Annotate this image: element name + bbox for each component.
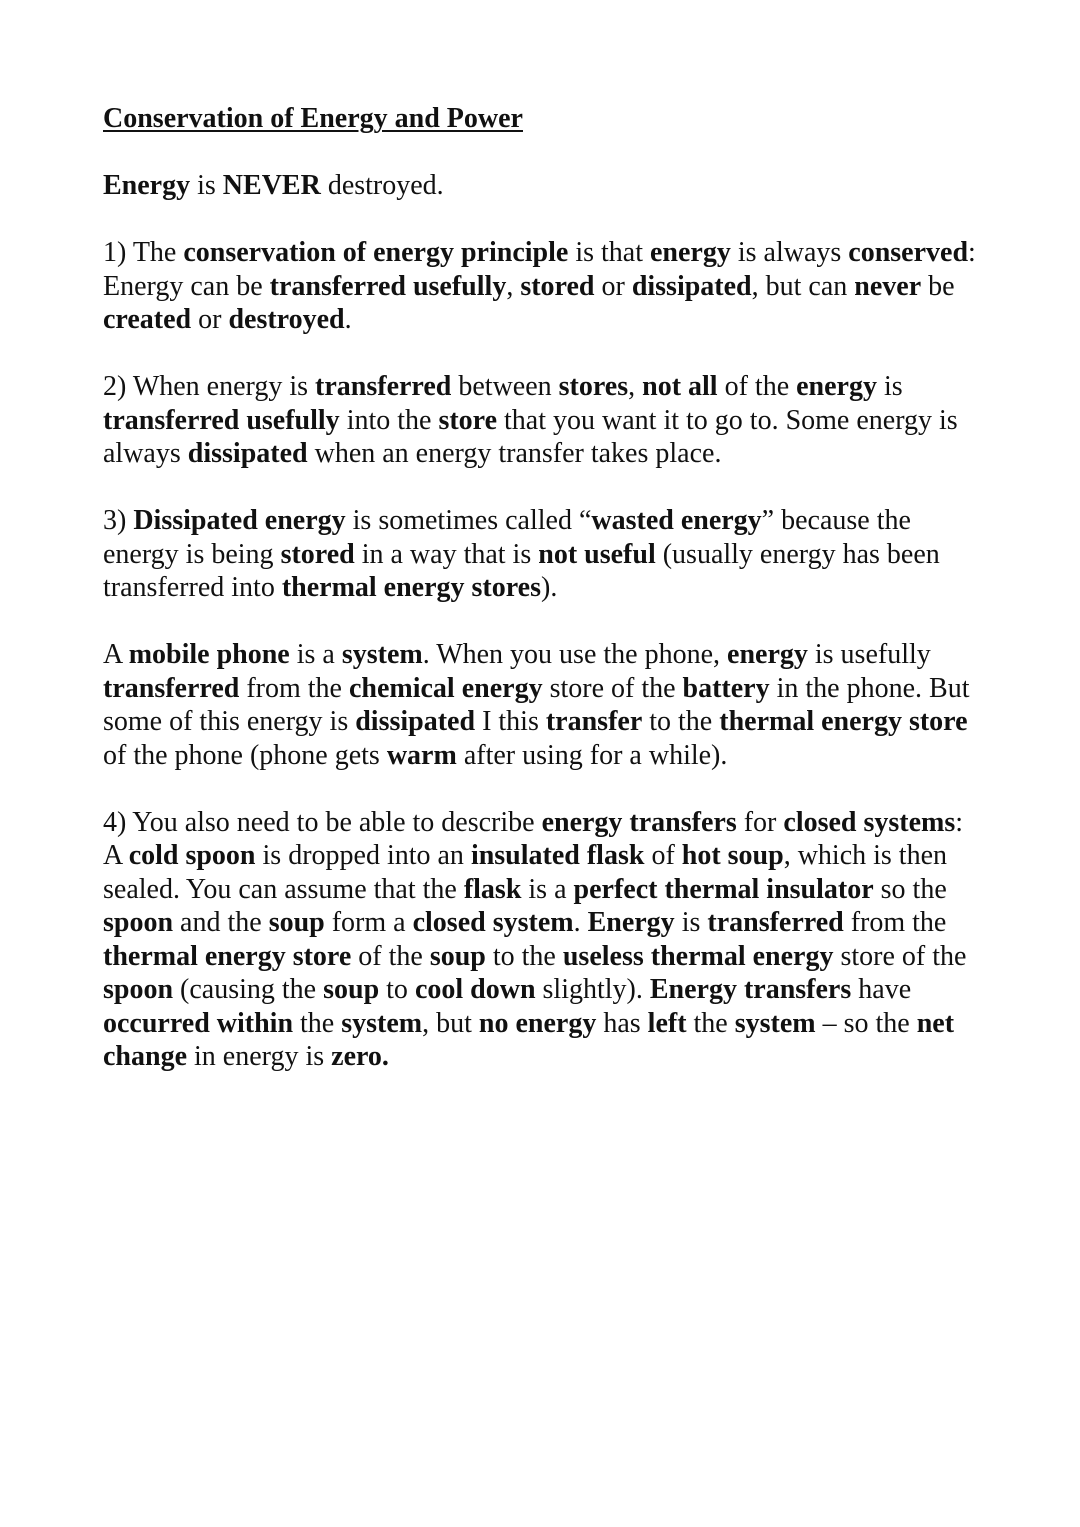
text: for <box>736 806 784 838</box>
bold-text: dissipated <box>631 270 752 302</box>
text: the <box>686 1007 735 1039</box>
text: be <box>921 270 955 302</box>
text: – so the <box>815 1007 917 1039</box>
text: is that <box>568 237 650 268</box>
text: of the <box>717 371 797 402</box>
text: store of the <box>542 672 683 704</box>
bold-text: conserved <box>848 237 969 268</box>
bold-text: mobile phone <box>128 639 290 670</box>
text: is a <box>521 873 574 905</box>
bold-text: flask <box>463 873 522 905</box>
bold-text: store <box>438 404 498 436</box>
bold-text: transferred <box>707 907 844 938</box>
document-body <box>103 169 983 1074</box>
text: . <box>573 907 588 938</box>
text: , but can <box>751 270 855 302</box>
text: : <box>955 806 964 838</box>
text: : <box>968 237 976 268</box>
bold-text: never <box>854 270 922 302</box>
text: ” because the energy is being <box>103 505 911 570</box>
text: to the <box>485 940 563 972</box>
text: to <box>379 974 415 1005</box>
bold-text: no energy <box>478 1007 597 1039</box>
spacer <box>103 605 983 639</box>
bold-text: thermal energy store <box>719 706 968 737</box>
text: of <box>644 840 682 871</box>
bold-text: thermal energy stores <box>281 572 542 603</box>
bold-text: stored <box>280 538 355 570</box>
bold-text: Energy transfers <box>649 974 852 1005</box>
bold-text: transferred usefully <box>103 404 340 436</box>
spacer <box>103 136 983 170</box>
bold-text: transfer <box>545 706 643 737</box>
paragraph-point-2 <box>103 370 983 471</box>
bold-text: wasted energy <box>591 505 762 536</box>
text: destroyed. <box>320 170 444 201</box>
text: is always <box>730 237 849 268</box>
text: of the <box>351 940 430 972</box>
bold-text: cold spoon <box>128 840 256 871</box>
text: in a way that is <box>354 538 539 570</box>
paragraph-line <box>103 504 983 605</box>
text: or <box>594 270 632 302</box>
bold-text: dissipated <box>355 706 476 737</box>
text: 1) The <box>103 237 184 268</box>
text: from the <box>843 907 947 938</box>
bold-text: occurred within <box>103 1007 294 1039</box>
spacer <box>103 471 983 505</box>
text: , <box>628 371 643 402</box>
bold-text: spoon <box>103 974 174 1005</box>
text: (causing the <box>173 974 324 1005</box>
text: A <box>103 639 129 670</box>
bold-text: transferred <box>103 672 240 704</box>
bold-text: insulated flask <box>470 840 645 871</box>
text: , <box>506 270 521 302</box>
bold-text: net change <box>103 1007 955 1072</box>
paragraph-line <box>103 270 983 337</box>
bold-text: system <box>341 1007 423 1039</box>
bold-text: energy transfers <box>541 806 737 838</box>
spacer <box>103 203 983 237</box>
bold-text: perfect thermal insulator <box>573 873 874 905</box>
text: store of the <box>833 940 967 972</box>
bold-text: left <box>647 1007 687 1039</box>
bold-text: dissipated <box>187 438 308 469</box>
bold-text: soup <box>429 940 486 972</box>
paragraph-intro <box>103 169 983 203</box>
paragraph-point-4 <box>103 806 983 1074</box>
bold-text: soup <box>323 974 380 1005</box>
bold-text: warm <box>386 739 457 771</box>
bold-text: energy <box>727 639 808 670</box>
text: 3) <box>103 505 134 536</box>
text: and the <box>173 907 269 938</box>
text: have <box>851 974 912 1005</box>
bold-text: spoon <box>103 907 174 938</box>
bold-text: destroyed <box>228 304 345 335</box>
text: (usually energy has been transferred into <box>103 538 940 603</box>
text: after using for a while). <box>456 739 728 771</box>
bold-text: conservation of energy principle <box>183 237 569 268</box>
text: that you want it to go to. Some energy is always <box>103 404 958 469</box>
spacer <box>103 772 983 806</box>
bold-text: system <box>341 639 423 670</box>
paragraph-line <box>103 370 983 471</box>
text: , but <box>422 1007 479 1039</box>
text: ). <box>541 572 558 603</box>
paragraph-line <box>103 236 983 270</box>
text: 4) You also need to be able to describe <box>103 806 542 838</box>
bold-text: transferred <box>315 371 452 402</box>
text: of the phone (phone gets <box>103 739 387 771</box>
bold-text: not useful <box>538 538 656 570</box>
paragraph-point-3 <box>103 504 983 605</box>
text: 2) When energy is <box>103 371 316 402</box>
text: is a <box>289 639 342 670</box>
paragraph-point-1 <box>103 236 983 337</box>
bold-text: zero. <box>331 1041 389 1072</box>
text: is dropped into an <box>255 840 471 871</box>
text: from the <box>239 672 349 704</box>
text: is <box>674 907 708 938</box>
bold-text: hot soup <box>681 840 784 871</box>
bold-text: stored <box>520 270 595 302</box>
bold-text: Energy <box>103 170 191 201</box>
text: is sometimes called “ <box>345 505 592 536</box>
paragraph-line <box>103 169 983 203</box>
bold-text: energy <box>649 237 731 268</box>
text: in the phone. But some of this energy is <box>103 672 970 737</box>
bold-text: Energy <box>587 907 675 938</box>
bold-text: energy <box>796 371 877 402</box>
text: I this <box>475 706 546 737</box>
document-page <box>103 102 983 1074</box>
text: A <box>103 840 129 871</box>
paragraph-phone-example <box>103 638 983 772</box>
text: is <box>876 371 903 402</box>
text: is <box>190 170 223 201</box>
bold-text: battery <box>682 672 770 704</box>
text: has <box>596 1007 648 1039</box>
bold-text: stores <box>558 371 629 402</box>
bold-text: chemical energy <box>348 672 543 704</box>
bold-text: cool down <box>414 974 536 1005</box>
text: form a <box>324 907 413 938</box>
text: into the <box>339 404 439 436</box>
text: Energy can be <box>103 270 270 302</box>
document-title: Conservation of Energy and Power <box>103 103 523 134</box>
text: is usefully <box>807 639 931 670</box>
bold-text: closed system <box>412 907 574 938</box>
bold-text: not all <box>642 371 718 402</box>
paragraph-line <box>103 839 983 1074</box>
text: or <box>191 304 229 335</box>
bold-text: transferred usefully <box>269 270 507 302</box>
bold-text: soup <box>268 907 325 938</box>
bold-text: thermal energy store <box>103 940 352 972</box>
bold-text: NEVER <box>222 170 321 201</box>
bold-text: system <box>734 1007 816 1039</box>
text: the <box>293 1007 342 1039</box>
bold-text: closed systems <box>783 806 956 838</box>
spacer <box>103 337 983 371</box>
text: to the <box>642 706 720 737</box>
text: . <box>344 304 352 335</box>
text: when an energy transfer takes place. <box>307 438 722 469</box>
bold-text: useless thermal energy <box>562 940 834 972</box>
text: so the <box>873 873 947 905</box>
text: between <box>451 371 559 402</box>
text: in energy is <box>187 1041 332 1072</box>
text: , which is then sealed. You can assume that the <box>103 840 948 905</box>
bold-text: Dissipated energy <box>133 505 346 536</box>
text: slightly). <box>535 974 650 1005</box>
text: . When you use the phone, <box>422 639 728 670</box>
bold-text: created <box>103 304 192 335</box>
paragraph-line <box>103 806 983 840</box>
paragraph-line <box>103 638 983 772</box>
